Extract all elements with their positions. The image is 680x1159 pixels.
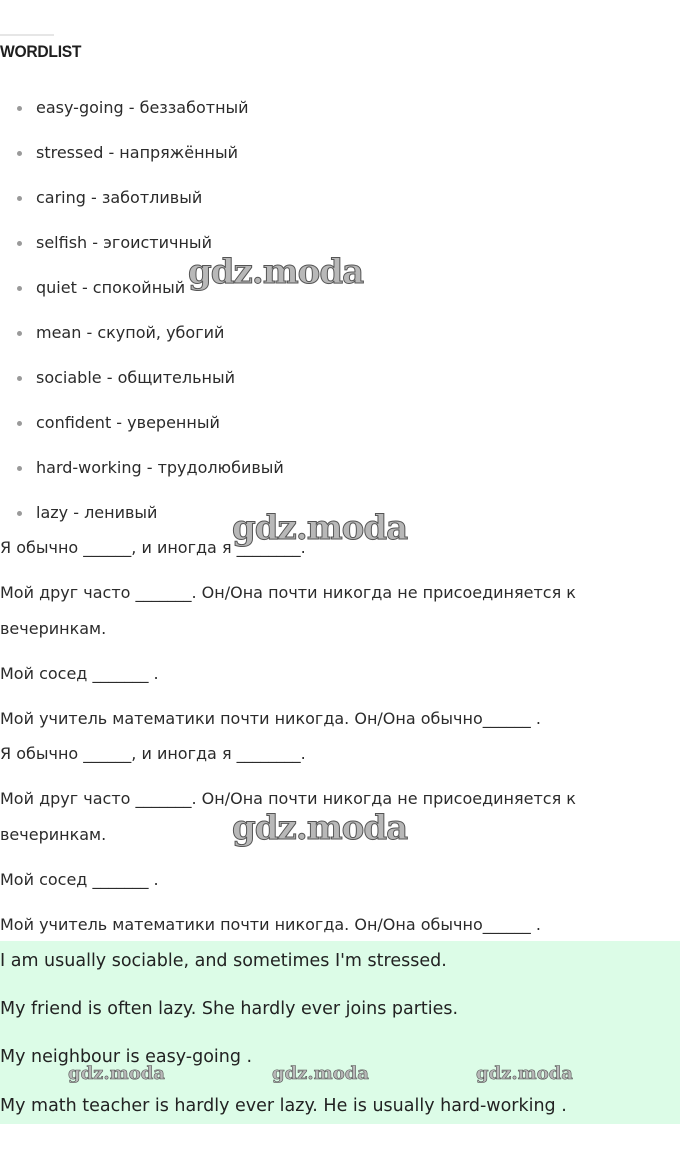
- list-item: hard-working - трудолюбивый: [0, 454, 284, 499]
- list-item: mean - скупой, убогий: [0, 319, 284, 364]
- watermark-logo: gdz.moda: [232, 508, 408, 548]
- wordlist-heading: WORDLIST: [0, 42, 82, 61]
- template-line: Я обычно ______, и иногда я ________.: [0, 744, 306, 763]
- template-line: Мой сосед _______ .: [0, 664, 159, 683]
- wordlist: [0, 94, 284, 544]
- watermark-logo: gdz.moda: [188, 252, 364, 292]
- bullet-icon: [17, 466, 22, 471]
- bullet-icon: [17, 196, 22, 201]
- template-line: вечеринкам.: [0, 619, 107, 638]
- template-line: вечеринкам.: [0, 825, 107, 844]
- list-item: stressed - напряжённый: [0, 139, 284, 184]
- bullet-icon: [17, 106, 22, 111]
- watermark-logo: gdz.moda: [232, 808, 408, 848]
- bullet-icon: [17, 241, 22, 246]
- list-item: confident - уверенный: [0, 409, 284, 454]
- list-item: easy-going - беззаботный: [0, 94, 284, 139]
- watermark-logo: gdz.moda: [476, 1063, 573, 1084]
- answer-box: [0, 941, 680, 1124]
- list-item: lazy - ленивый: [0, 499, 284, 544]
- list-item: selfish - эгоистичный: [0, 229, 284, 274]
- top-divider: [0, 34, 54, 36]
- watermark-logo: gdz.moda: [68, 1063, 165, 1084]
- template-line: Мой друг часто _______. Он/Она почти никогда не присоединяется к: [0, 789, 576, 808]
- bullet-icon: [17, 511, 22, 516]
- template-line: Я обычно ______, и иногда я ________.: [0, 538, 306, 557]
- template-line: Мой учитель математики почти никогда. Он/Она обычно______ .: [0, 709, 541, 728]
- answer-line: My neighbour is easy-going .: [0, 1047, 253, 1067]
- answer-line: My friend is often lazy. She hardly ever joins parties.: [0, 999, 459, 1019]
- answer-line: My math teacher is hardly ever lazy. He is usually hard-working .: [0, 1096, 567, 1116]
- watermark-logo: gdz.moda: [272, 1063, 369, 1084]
- bullet-icon: [17, 286, 22, 291]
- bullet-icon: [17, 421, 22, 426]
- list-item: sociable - общительный: [0, 364, 284, 409]
- template-line: Мой сосед _______ .: [0, 870, 159, 889]
- template-line: Мой учитель математики почти никогда. Он/Она обычно______ .: [0, 915, 541, 934]
- list-item: caring - заботливый: [0, 184, 284, 229]
- answer-line: I am usually sociable, and sometimes I'm stressed.: [0, 951, 447, 971]
- list-item: quiet - спокойный: [0, 274, 284, 319]
- bullet-icon: [17, 151, 22, 156]
- template-line: Мой друг часто _______. Он/Она почти никогда не присоединяется к: [0, 583, 576, 602]
- bullet-icon: [17, 376, 22, 381]
- bullet-icon: [17, 331, 22, 336]
